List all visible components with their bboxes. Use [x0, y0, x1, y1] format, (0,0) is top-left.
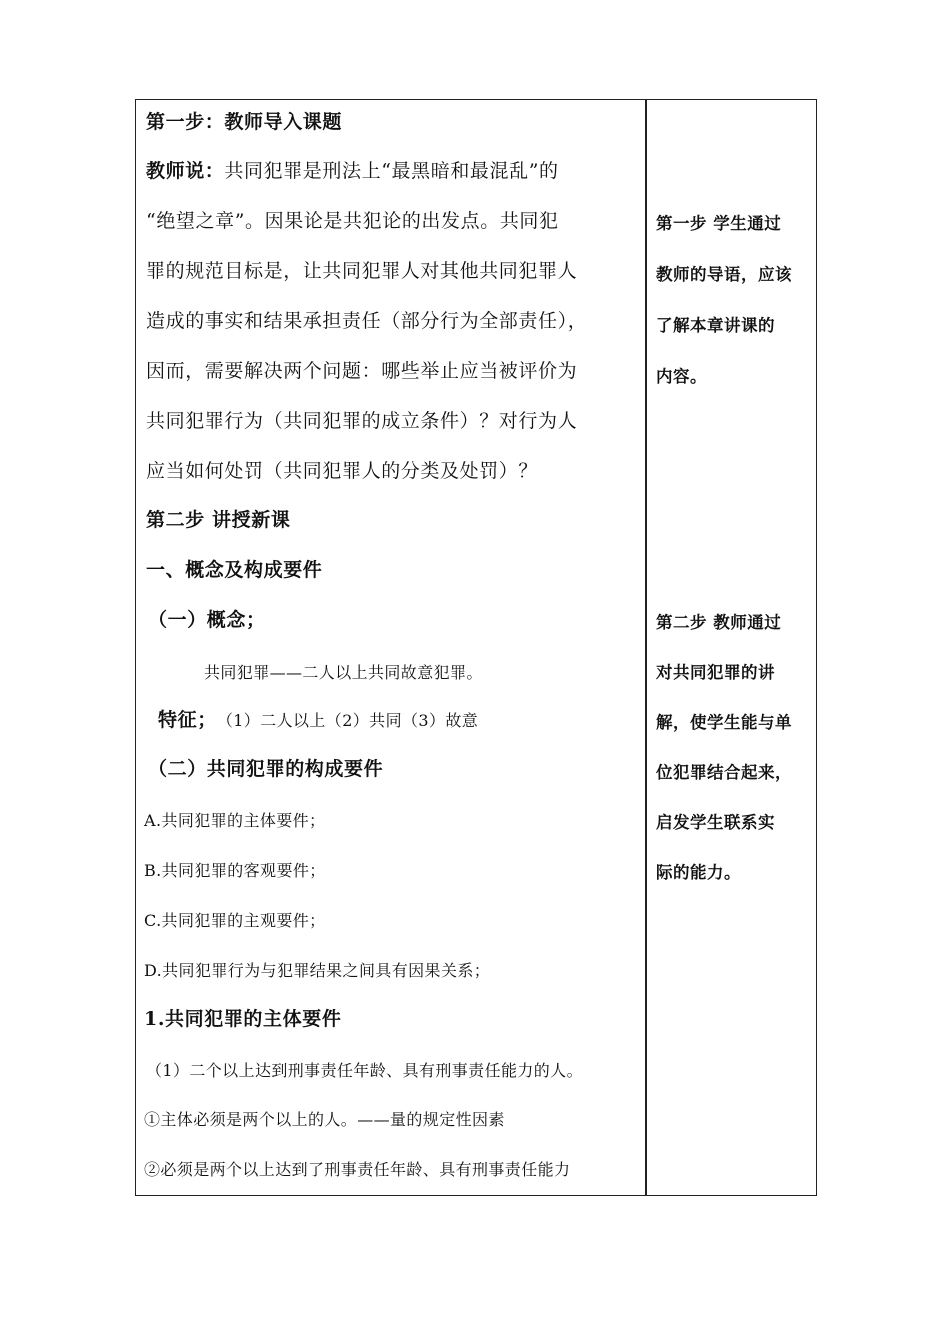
student-activity-column: [647, 100, 817, 1195]
definition-text: 共同犯罪——二人以上共同故意犯罪。: [204, 663, 483, 682]
note2-line: 解，使学生能与单: [656, 713, 792, 732]
element-item: B.共同犯罪的客观要件；: [144, 861, 326, 880]
note1-line: 了解本章讲课的: [656, 316, 775, 335]
features-line: [158, 705, 478, 732]
teacher-intro-line: [146, 156, 559, 183]
note2-line: 对共同犯罪的讲: [656, 663, 775, 682]
teacher-text: 共同犯罪是刑法上“最黑暗和最混乱”的: [224, 160, 559, 182]
intro-paragraph-line: 应当如何处罚（共同犯罪人的分类及处罚）？: [146, 460, 539, 482]
elements-subtitle: （二）共同犯罪的构成要件: [148, 758, 384, 780]
note1-line: 第一步 学生通过: [656, 214, 782, 233]
note2-line: 第二步 教师通过: [656, 613, 782, 632]
features-text: （1）二人以上（2）共同（3）故意: [224, 711, 479, 730]
concept-subtitle: （一）概念；: [148, 609, 266, 631]
step2-title: 第二步 讲授新课: [146, 509, 291, 531]
note2-line: 位犯罪结合起来，: [656, 763, 792, 782]
element-item: D.共同犯罪行为与犯罪结果之间具有因果关系；: [144, 961, 491, 980]
item1-line: ②必须是两个以上达到了刑事责任年龄、具有刑事责任能力: [144, 1160, 571, 1179]
note1-line: 内容。: [656, 367, 707, 386]
intro-paragraph-line: 造成的事实和结果承担责任（部分行为全部责任），: [146, 310, 588, 332]
item1-line: （1）二个以上达到刑事责任年龄、具有刑事责任能力的人。: [146, 1061, 583, 1080]
teacher-label: 教师说：: [146, 160, 225, 182]
step1-title: 第一步：教师导入课题: [146, 111, 343, 133]
note2-line: 际的能力。: [656, 863, 741, 882]
intro-paragraph-line: 因而，需要解决两个问题：哪些举止应当被评价为: [146, 360, 578, 382]
item1-title: 1.共同犯罪的主体要件: [144, 1008, 342, 1030]
lesson-plan-table: [135, 99, 817, 1196]
note1-line: 教师的导语，应该: [656, 265, 792, 284]
section1-title: 一、概念及构成要件: [146, 559, 323, 581]
intro-paragraph-line: 罪的规范目标是，让共同犯罪人对其他共同犯罪人: [146, 260, 578, 282]
item1-line: ①主体必须是两个以上的人。——量的规定性因素: [144, 1110, 505, 1129]
features-label: 特征；: [158, 709, 217, 731]
note2-line: 启发学生联系实: [656, 813, 775, 832]
element-item: A.共同犯罪的主体要件；: [144, 811, 326, 830]
intro-paragraph-line: 共同犯罪行为（共同犯罪的成立条件）？对行为人: [146, 410, 578, 432]
teaching-content-column: [136, 100, 645, 1195]
element-item: C.共同犯罪的主观要件；: [144, 911, 326, 930]
intro-paragraph-line: “绝望之章”。因果论是共犯论的出发点。共同犯: [146, 210, 559, 232]
